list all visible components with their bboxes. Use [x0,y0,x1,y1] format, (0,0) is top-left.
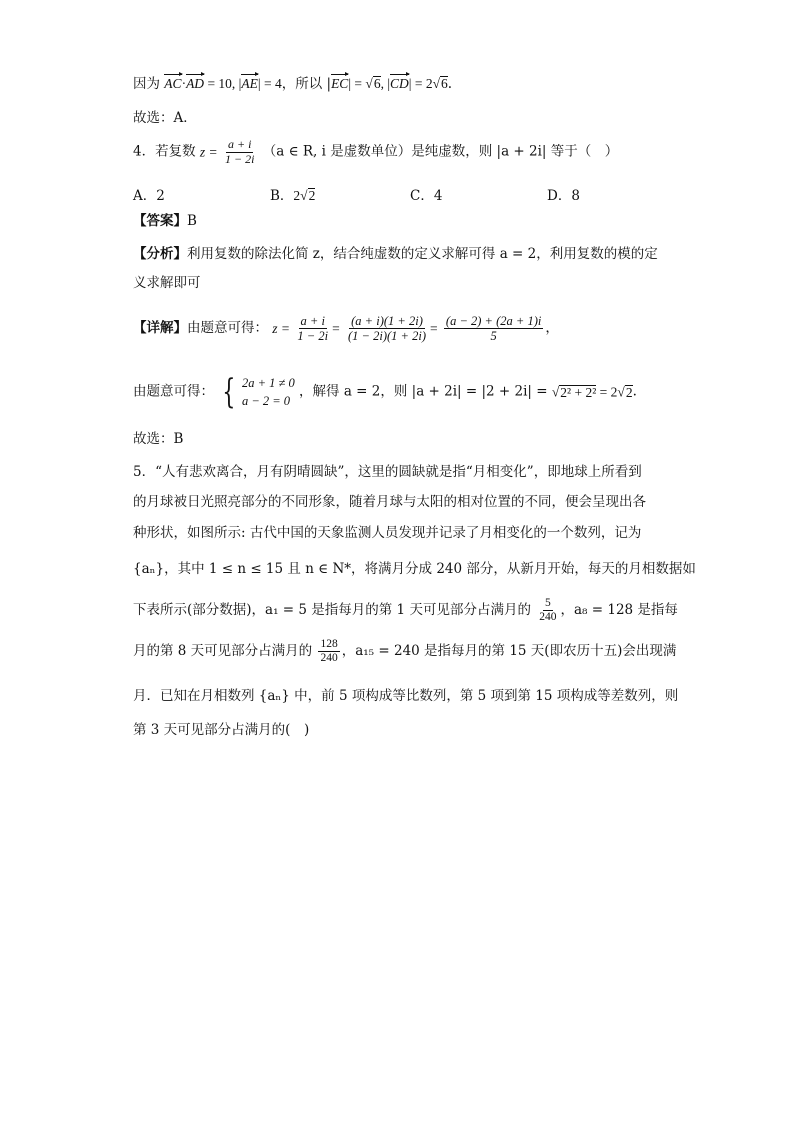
therefore-text: ，所以 | [281,76,332,92]
fraction-1-num: a + i [300,314,325,328]
option-b-coef: 2 [293,188,301,203]
fraction-2-num: (a + i)(1 + 2i) [351,314,423,328]
analysis-line-2: 义求解即可 [133,275,201,291]
q5-line-7: 月．已知在月相数列 {aₙ} 中，前 5 项构成等比数列，第 5 项到第 15 项构成等差数列，则 [133,688,679,704]
q5-line-5-tail: ，a₈ = 128 是指每 [560,601,678,618]
result-root: 2 [625,384,633,400]
z-equals: z = [272,321,294,337]
q5-line-6 [133,638,676,665]
answer-label: 【答案】 [133,213,187,229]
fraction-numerator: a + i [228,137,252,151]
detail-label: 【详解】 [133,320,187,337]
fraction-1 [295,314,330,344]
system-result: = 2 [596,384,618,400]
fraction-2-den: (1 − 2i)(1 + 2i) [348,329,426,344]
comma: ， [545,320,559,337]
detail-line [133,314,559,344]
vector-ec: EC [331,76,349,91]
q5-line-6-text: 月的第 8 天可见部分占满月的 [133,642,313,659]
fraction-3-den: 5 [490,329,497,344]
analysis-line-1 [133,248,658,262]
option-c: C．4 [410,188,443,204]
equals-ten: = 10, | [204,76,242,91]
equals-four: | = 4 [257,76,282,91]
vector-ae: AE [241,76,258,91]
analysis-label: 【分析】 [133,246,187,262]
answer-prev: 故选：A． [133,110,197,126]
period: . [447,76,453,92]
sqrt-sign: √ [551,384,560,400]
analysis-text-1: 利用复数的除法化简 z，结合纯虚数的定义求解可得 a = 2，利用复数的模的定 [187,246,658,262]
option-a: A．2 [133,188,165,204]
system-line [133,372,637,413]
answer-line [133,215,197,229]
system-row-2: a − 2 = 0 [241,394,291,409]
question-4-options [133,184,653,202]
sqrt-expression: 2² + 2² [560,384,597,400]
fraction-denominator: 240 [539,611,557,624]
period: . [632,383,637,400]
fraction-denominator: 240 [320,652,338,665]
vector-ad: AD [186,76,205,91]
vector-result-line [133,76,452,92]
sqrt-sign: √ [432,76,441,91]
sqrt-six-b: 6 [441,76,448,91]
fraction-3-num: (a − 2) + (2a + 1)i [445,314,542,328]
fraction-128-240 [318,638,339,665]
fraction-3 [444,314,543,344]
q5-line-2: 的月球被日光照亮部分的不同形象，随着月球与太阳的相对位置的不同，便会呈现出各 [133,494,646,510]
fraction-numerator: 128 [318,638,339,652]
vector-ac: AC [164,76,182,91]
system-rows [242,374,295,410]
q5-line-3: 种形状，如图所示: 古代中国的天象监测人员发现并记录了月相变化的一个数列，记为 [133,525,642,541]
fraction-5-240 [537,597,558,624]
q5-line-6-tail: ，a₁₅ = 240 是指每月的第 15 天(即农历十五)会出现满 [341,642,677,659]
equals-two: | = 2 [408,76,433,91]
option-b [270,184,315,204]
q5-line-5-text: 下表所示(部分数据)，a₁ = 5 是指每月的第 1 天可见部分占满月的 [133,601,531,618]
option-b-label: B． [270,188,294,204]
answer-q4: 故选：B [133,431,184,447]
left-brace: { [222,372,236,413]
fraction-denominator: 1 − 2i [225,151,255,166]
dot-operator: · [181,76,187,91]
fraction-numerator: 5 [543,597,553,611]
fraction-z [223,138,256,167]
system-row-1: 2a + 1 ≠ 0 [241,376,295,390]
q5-line-1: 5．“人有悲欢离合，月有阴晴圆缺”，这里的圆缺就是指“月相变化”，即地球上所看到 [133,464,642,480]
q5-line-4: {aₙ}，其中 1 ≤ n ≤ 15 且 n ∈ N*，将满月分成 240 部分，从新月开始，每天的月相数据如 [133,561,696,577]
separator: , | [380,76,391,91]
answer-value: B [187,213,197,229]
question-4-condition: （a ∈ R, i 是虚数单位）是纯虚数，则 |a + 2i| 等于（ ） [262,143,619,160]
sqrt-sign: √ [300,188,308,203]
line-prefix: 因为 [133,76,160,92]
equals-sign: = [429,321,438,337]
z-equals: z = [199,144,222,160]
option-b-root: 2 [308,188,316,203]
equals-sign: = [332,321,340,337]
detail-intro: 由题意可得： [187,320,268,337]
fraction-2 [346,314,428,344]
system-solve: ，解得 a = 2，则 |a + 2i| = |2 + 2i| = [299,383,552,400]
option-d: D．8 [547,188,580,204]
q5-line-8: 第 3 天可见部分占满月的( ) [133,722,310,738]
vector-cd: CD [390,76,409,91]
sqrt-sign: √ [365,76,373,91]
sqrt-six-a: 6 [373,76,381,91]
sqrt-sign: √ [617,384,625,400]
equals-sign: | = [348,76,366,91]
fraction-1-den: 1 − 2i [297,329,329,344]
equation-system [218,372,295,413]
question-4-number: 4．若复数 [133,143,196,160]
question-4-stem [133,138,618,167]
q5-line-5 [133,597,678,624]
system-intro: 由题意可得： [133,383,214,400]
